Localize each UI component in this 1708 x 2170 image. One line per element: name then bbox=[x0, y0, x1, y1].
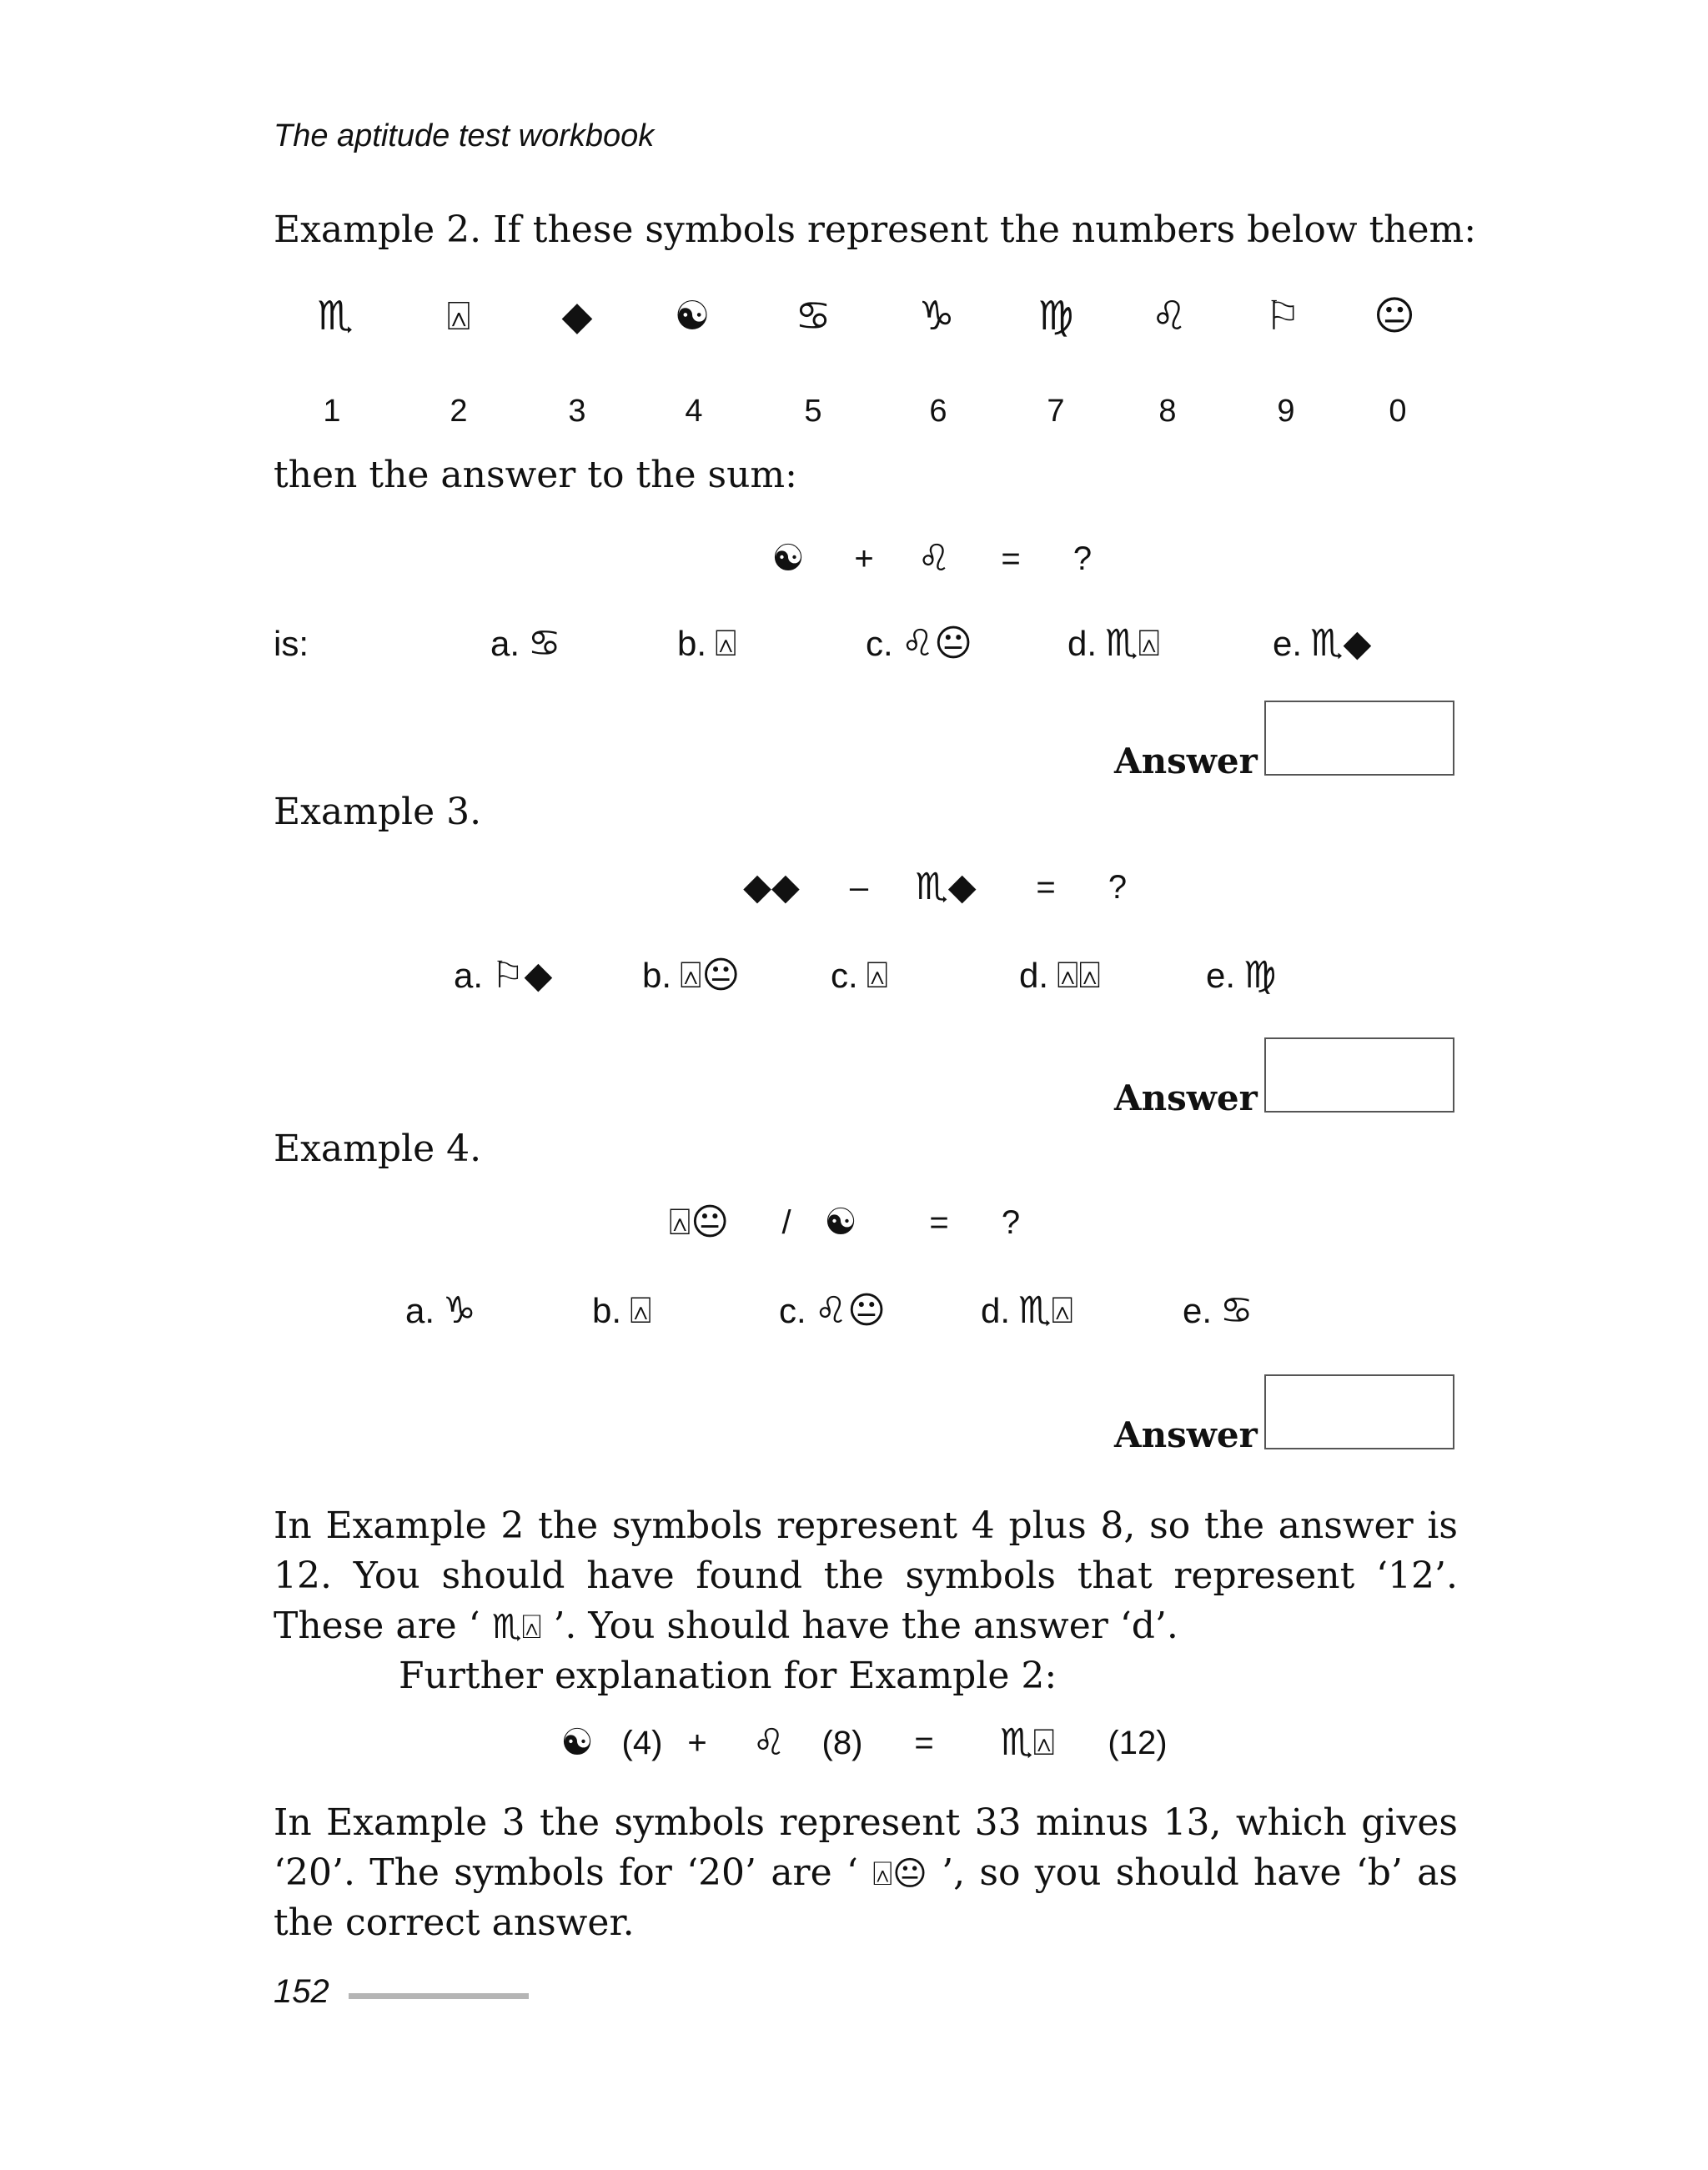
option-a: a. ⚐◆ bbox=[454, 954, 553, 997]
explanation-paragraph-1: In Example 2 the symbols represent 4 plus 8, so the answer is 12. You should have found the symbols that represent ‘12’. These are ‘ ♏⍓ ’. You should have the answer ‘d’. bbox=[274, 1504, 1458, 1647]
option-e: e. ♋ bbox=[1183, 1289, 1253, 1332]
option-glyphs: ♌😐 bbox=[814, 1289, 886, 1332]
option-a: a. ♑ bbox=[405, 1289, 476, 1332]
equals-sign: = bbox=[1036, 869, 1056, 906]
capricorn-icon: ♑ bbox=[918, 293, 955, 339]
option-d: d. ⍓⍓ bbox=[1019, 954, 1101, 997]
equals-sign: = bbox=[1001, 540, 1021, 577]
example-4-title: Example 4. bbox=[274, 1128, 482, 1170]
key-number: 2 bbox=[450, 394, 468, 429]
boxed-triangle-icon: ⍓ bbox=[446, 293, 471, 339]
option-d: d. ♏⍓ bbox=[1068, 622, 1160, 665]
option-c: c. ♌😐 bbox=[779, 1289, 886, 1332]
leo-icon: ♌ bbox=[917, 537, 951, 580]
unknown-result: ? bbox=[1073, 540, 1093, 577]
example-3-equation bbox=[0, 866, 1708, 919]
footer-rule bbox=[349, 1993, 529, 1999]
yin-yang-icon: ☯ bbox=[824, 1201, 857, 1243]
yin-yang-icon: ☯ bbox=[771, 537, 805, 580]
key-number: 8 bbox=[1158, 394, 1177, 429]
answer-label: Answer bbox=[1114, 1414, 1258, 1455]
yin-yang-icon: ☯ bbox=[674, 293, 711, 339]
scorpio-boxed-triangle-icon: ♏⍓ bbox=[491, 1608, 542, 1646]
number-key-row bbox=[0, 394, 1708, 435]
option-glyphs: ⚐◆ bbox=[491, 954, 553, 997]
equation-operator: + bbox=[687, 1725, 707, 1761]
sum-intro: then the answer to the sum: bbox=[274, 454, 797, 496]
equation-operator: / bbox=[781, 1204, 791, 1241]
option-glyphs: ♋ bbox=[528, 622, 561, 665]
example-2-intro: Example 2. If these symbols represent the numbers below them: bbox=[274, 208, 1477, 251]
answer-box[interactable] bbox=[1264, 701, 1454, 776]
scorpio-icon: ♏ bbox=[317, 293, 354, 339]
key-number: 6 bbox=[929, 394, 947, 429]
example-3-title: Example 3. bbox=[274, 791, 482, 833]
option-glyphs: ⍓😐 bbox=[680, 954, 741, 997]
cancer-icon: ♋ bbox=[795, 293, 831, 339]
running-header: The aptitude test workbook bbox=[274, 118, 655, 153]
key-number: 1 bbox=[323, 394, 341, 429]
further-explanation-title: Further explanation for Example 2: bbox=[399, 1655, 1057, 1697]
option-glyphs: ♍ bbox=[1243, 954, 1277, 997]
answer-box[interactable] bbox=[1264, 1037, 1454, 1113]
key-number: 9 bbox=[1277, 394, 1295, 429]
leo-icon: ♌ bbox=[752, 1721, 786, 1764]
option-glyphs: ⍓ bbox=[715, 622, 737, 665]
key-number: 4 bbox=[685, 394, 703, 429]
symbol-key-row bbox=[0, 293, 1708, 346]
option-b: b. ⍓😐 bbox=[642, 954, 741, 997]
option-c: c. ♌😐 bbox=[866, 622, 972, 665]
equals-sign: = bbox=[914, 1725, 934, 1761]
option-c: c. ⍓ bbox=[831, 954, 889, 997]
option-b: b. ⍓ bbox=[677, 622, 737, 665]
neutral-face-icon: 😐 bbox=[1373, 293, 1416, 339]
example-2-equation bbox=[0, 537, 1708, 590]
option-glyphs: ♏⍓ bbox=[1018, 1289, 1073, 1332]
equation-operator: – bbox=[849, 869, 869, 906]
number-label: (4) bbox=[621, 1725, 663, 1761]
example-4-equation bbox=[0, 1201, 1708, 1254]
key-number: 3 bbox=[568, 394, 586, 429]
answer-box[interactable] bbox=[1264, 1374, 1454, 1449]
key-number: 5 bbox=[804, 394, 822, 429]
option-a: a. ♋ bbox=[490, 622, 561, 665]
option-glyphs: ♑ bbox=[443, 1289, 476, 1332]
scorpio-boxed-triangle-icon: ♏⍓ bbox=[1000, 1721, 1055, 1764]
diamond-icon: ◆ bbox=[561, 293, 593, 339]
option-glyphs: ♌😐 bbox=[901, 622, 972, 665]
unknown-result: ? bbox=[1001, 1204, 1021, 1241]
option-glyphs: ⍓ bbox=[866, 954, 889, 997]
page-number: 152 bbox=[274, 1973, 329, 2010]
option-b: b. ⍓ bbox=[592, 1289, 652, 1332]
equals-sign: = bbox=[929, 1204, 949, 1241]
boxed-triangle-face-icon: ⍓😐 bbox=[668, 1201, 730, 1243]
unknown-result: ? bbox=[1108, 869, 1128, 906]
scorpio-diamond-icon: ♏◆ bbox=[915, 866, 977, 908]
option-glyphs: ♏⍓ bbox=[1105, 622, 1160, 665]
option-glyphs: ⍓⍓ bbox=[1057, 954, 1101, 997]
yin-yang-icon: ☯ bbox=[560, 1721, 594, 1764]
further-explanation-equation bbox=[0, 1721, 1708, 1775]
equation-operator: + bbox=[854, 540, 874, 577]
flag-icon: ⚐ bbox=[1264, 293, 1301, 339]
number-label: (12) bbox=[1108, 1725, 1168, 1761]
leo-icon: ♌ bbox=[1151, 293, 1188, 339]
answer-label: Answer bbox=[1114, 1077, 1258, 1118]
is-label: is: bbox=[274, 624, 309, 663]
option-d: d. ♏⍓ bbox=[981, 1289, 1073, 1332]
key-number: 7 bbox=[1047, 394, 1065, 429]
boxed-triangle-face-icon: ⍓😐 bbox=[872, 1855, 927, 1893]
option-e: e. ♍ bbox=[1206, 954, 1277, 997]
option-glyphs: ♏◆ bbox=[1310, 622, 1372, 665]
explanation-paragraph-2: In Example 3 the symbols represent 33 minus 13, which gives ‘20’. The symbols for ‘20’ are ‘ ⍓😐 ’, so you should have ‘b’ as the correct answer. bbox=[274, 1801, 1458, 1944]
key-number: 0 bbox=[1389, 394, 1407, 429]
option-glyphs: ⍓ bbox=[630, 1289, 652, 1332]
diamond-icon: ◆◆ bbox=[743, 866, 800, 908]
option-e: e. ♏◆ bbox=[1273, 622, 1372, 665]
answer-label: Answer bbox=[1114, 741, 1258, 781]
number-label: (8) bbox=[821, 1725, 863, 1761]
option-glyphs: ♋ bbox=[1220, 1289, 1253, 1332]
virgo-icon: ♍ bbox=[1037, 293, 1074, 339]
